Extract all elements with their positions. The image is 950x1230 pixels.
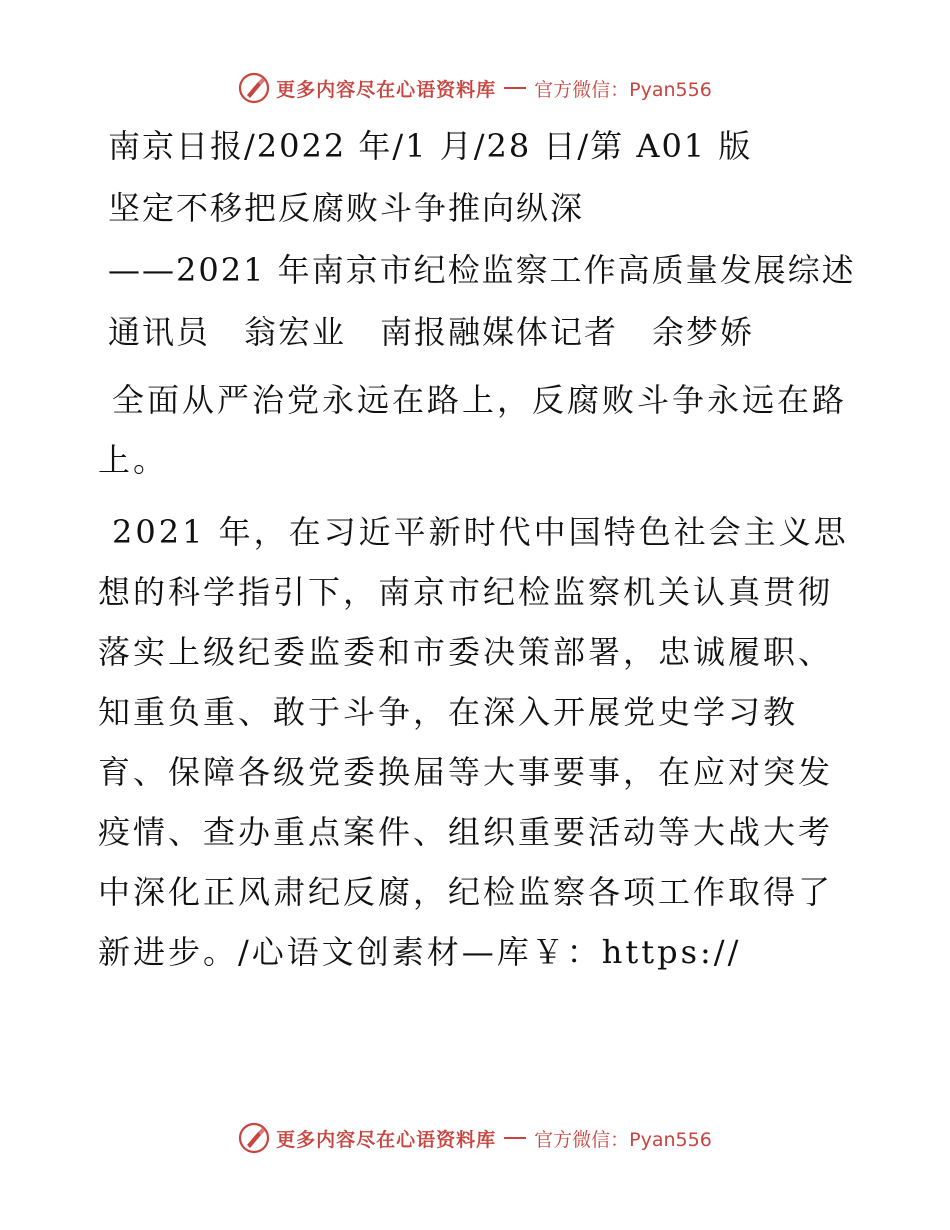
watermark-footer (0, 1122, 950, 1154)
article-body (98, 118, 858, 994)
article-byline: 通讯员 翁宏业 南报融媒体记者 余梦娇 (108, 313, 755, 351)
watermark-separator (504, 1137, 526, 1139)
watermark-wechat: 官方微信：Pyan556 (534, 78, 712, 101)
pen-logo-icon (238, 1122, 270, 1154)
article-title: 坚定不移把反腐败斗争推向纵深 (108, 189, 585, 227)
article-subtitle: ——2021 年南京市纪检监察工作高质量发展综述 (108, 251, 856, 289)
watermark-header (0, 72, 950, 104)
watermark-text: 更多内容尽在心语资料库 (276, 78, 497, 101)
watermark-text: 更多内容尽在心语资料库 (276, 1128, 497, 1151)
watermark-separator (504, 87, 526, 89)
article-meta: 南京日报/2022 年/1 月/28 日/第 A01 版 (108, 127, 753, 165)
paragraph: 全面从严治党永远在路上，反腐败斗争永远在路上。 (98, 381, 848, 479)
paragraph: 2021 年，在习近平新时代中国特色社会主义思想的科学指引下，南京市纪检监察机关认真贯彻落实上级纪委监委和市委决策部署，忠诚履职、知重负重、敢于斗争，在深入开展党史学习教育、保障各级党委换届等大事要事，在应对突发疫情、查办重点案件、组织重要活动等大战大考中深化正风肃纪反腐，纪检监察各项工作取得了新进步。/心语文创素材—库￥：https:// (98, 513, 849, 971)
watermark-wechat: 官方微信：Pyan556 (534, 1128, 712, 1151)
pen-logo-icon (238, 72, 270, 104)
